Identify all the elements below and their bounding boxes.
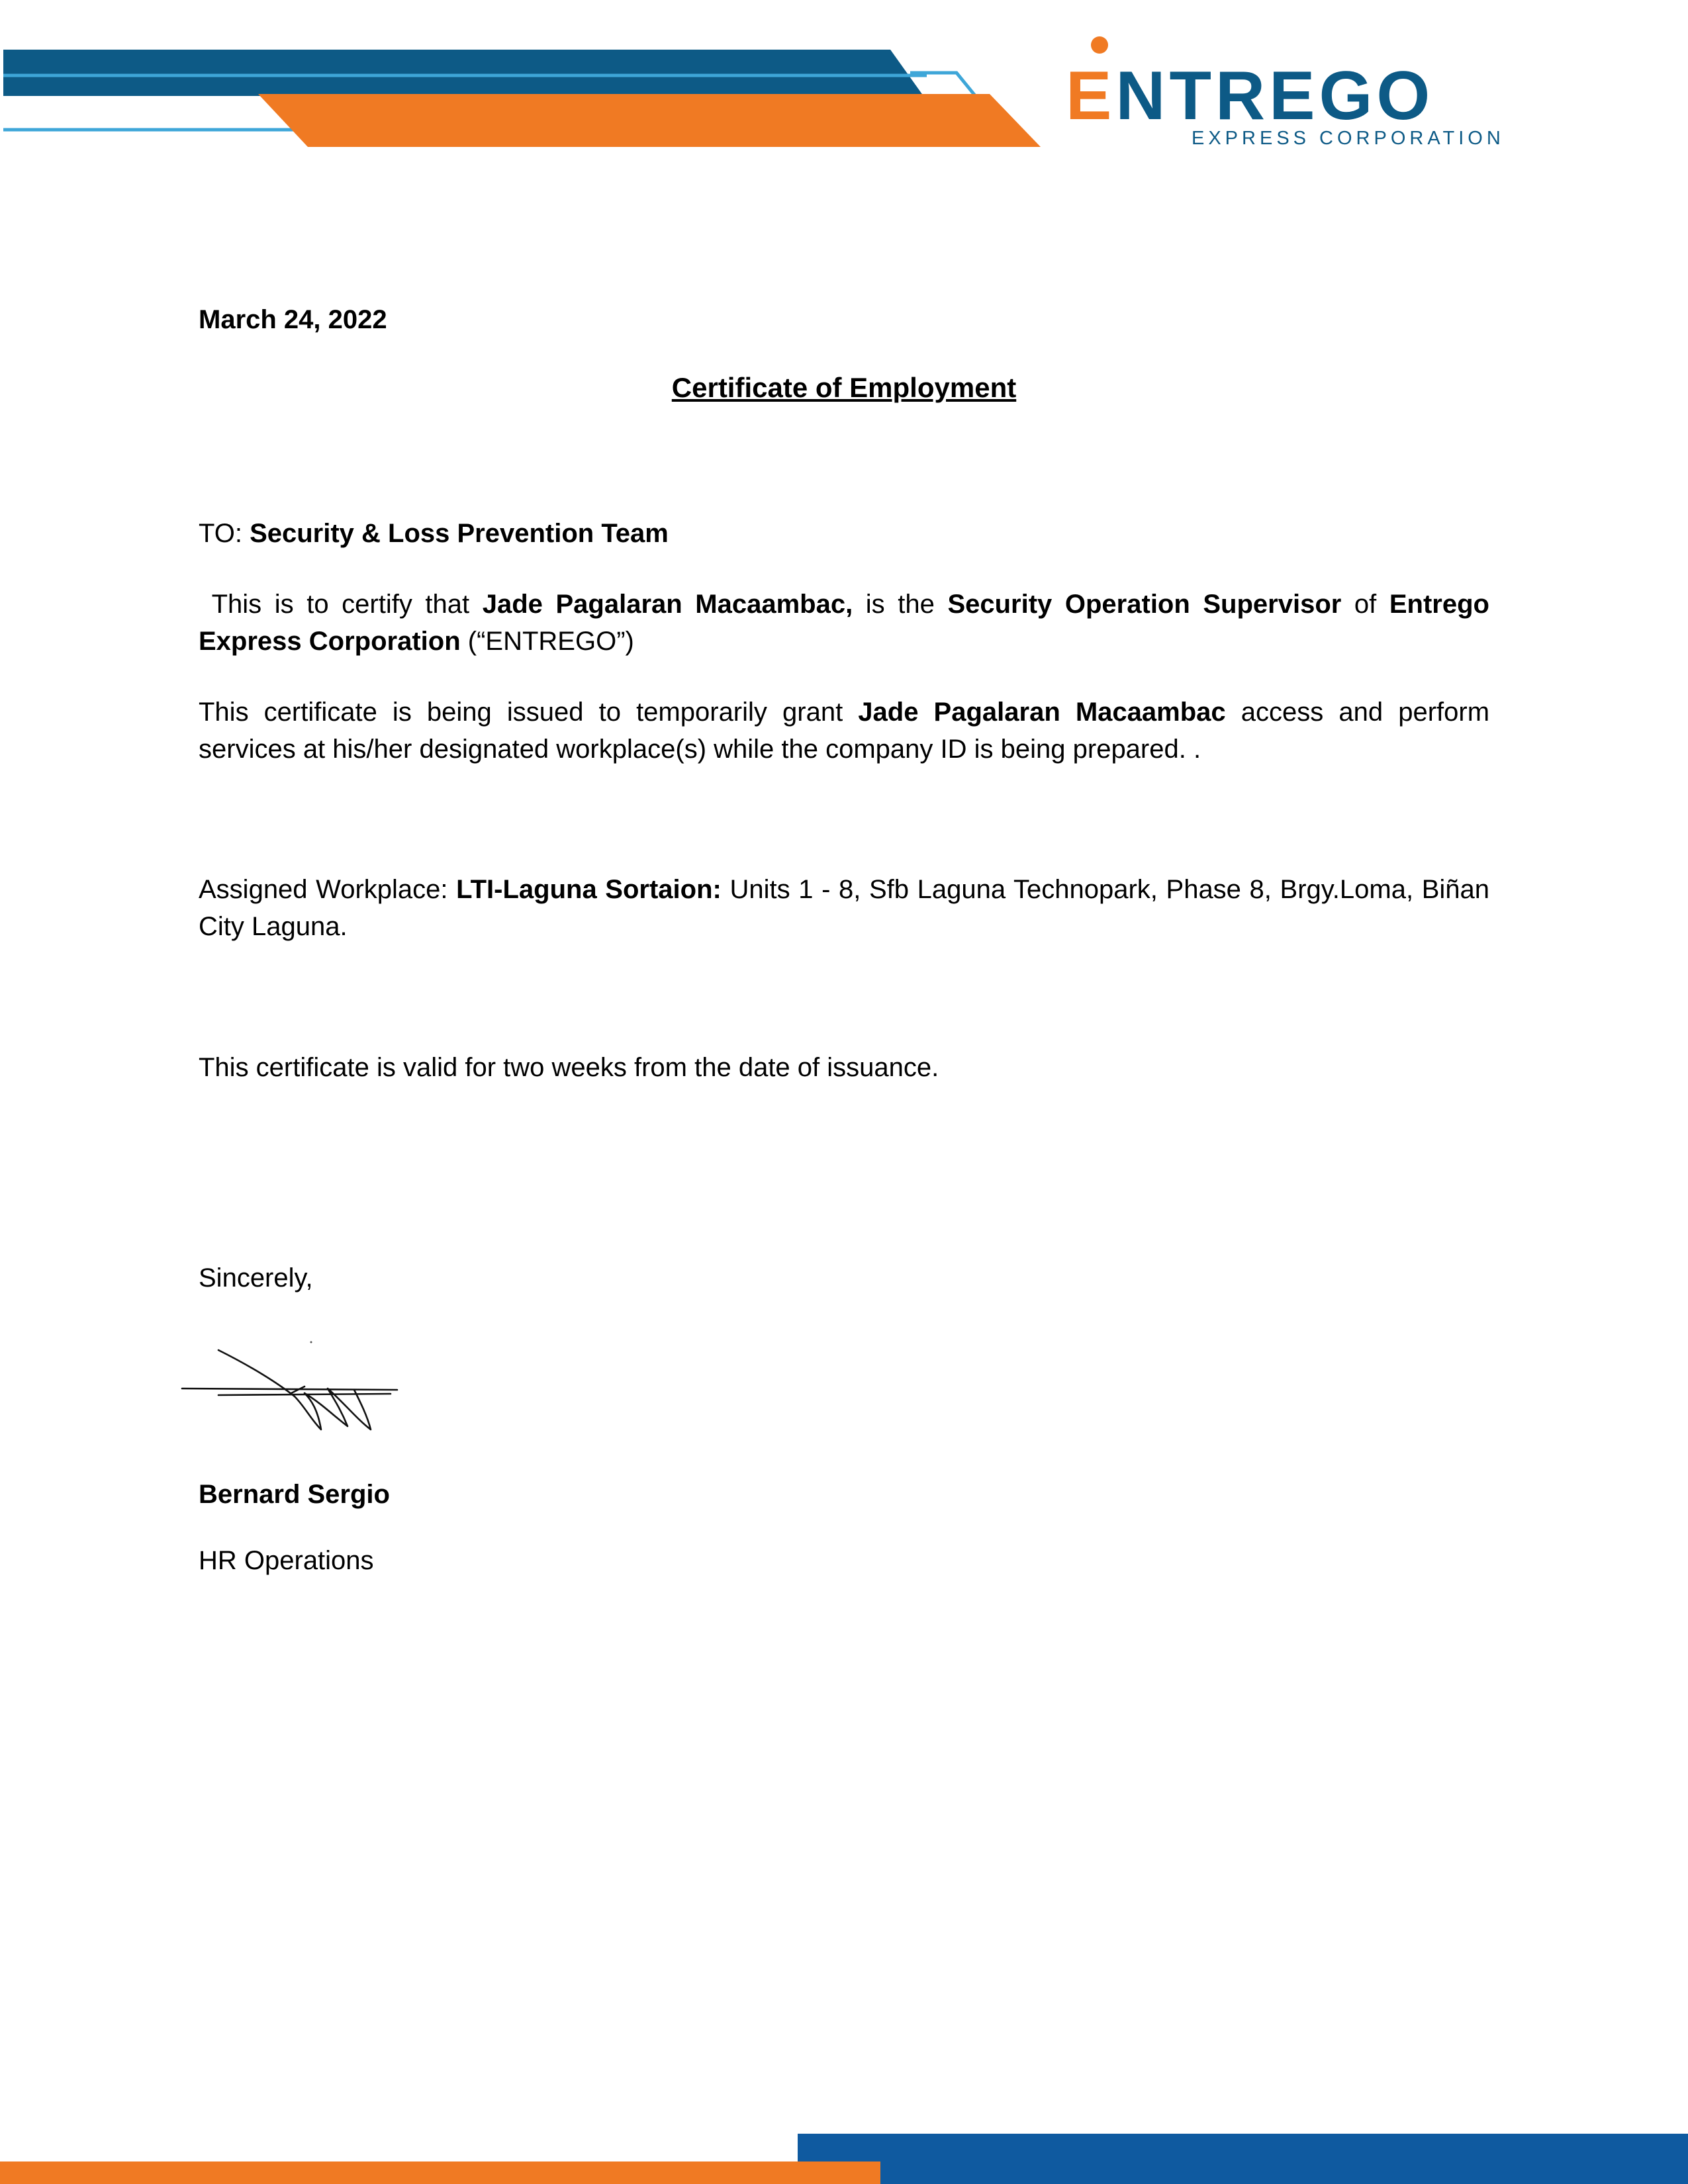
entrego-logo (1066, 36, 1505, 156)
workplace-site: LTI-Laguna Sortaion: (456, 875, 722, 904)
letter-date: March 24, 2022 (199, 305, 387, 334)
footer-stripes-graphic (0, 2131, 1688, 2184)
logo-dot-icon (1091, 36, 1108, 54)
recipient-name: Security & Loss Prevention Team (250, 519, 669, 548)
recipient-prefix: TO: (199, 519, 250, 548)
workplace-paragraph: Assigned Workplace: LTI-Laguna Sortaion: Units 1 - 8, Sfb Laguna Technopark, Phase 8, Brgy.Loma, Biñan City Laguna. (199, 875, 1489, 941)
signer-name: Bernard Sergio (199, 1480, 390, 1509)
validity-paragraph: This certificate is valid for two weeks from the date of issuance. (199, 1053, 939, 1082)
certification-paragraph: This is to certify that Jade Pagalaran Macaambac, is the Security Operation Supervisor of Entrego Express Corporation (“ENTREGO”) (199, 590, 1489, 656)
logo-wordmark: ENTREGO (1066, 58, 1434, 134)
signer-role: HR Operations (199, 1546, 374, 1575)
company-name: Entrego Express Corporation (199, 590, 1489, 656)
purpose-paragraph: This certificate is being issued to temporarily grant Jade Pagalaran Macaambac access and perform services at his/her designated workplace(s) while the company ID is being prepared. . (199, 698, 1490, 764)
signature-image (179, 1337, 404, 1436)
employee-position: Security Operation Supervisor (947, 590, 1342, 619)
document-title: Certificate of Employment (671, 372, 1017, 403)
recipient-line (199, 515, 669, 552)
closing: Sincerely, (199, 1263, 313, 1293)
employee-name-2: Jade Pagalaran Macaambac (858, 698, 1226, 727)
logo-subtitle: EXPRESS CORPORATION (1192, 128, 1505, 149)
header-stripes-graphic (0, 0, 1059, 159)
employee-name: Jade Pagalaran Macaambac, (482, 590, 853, 619)
